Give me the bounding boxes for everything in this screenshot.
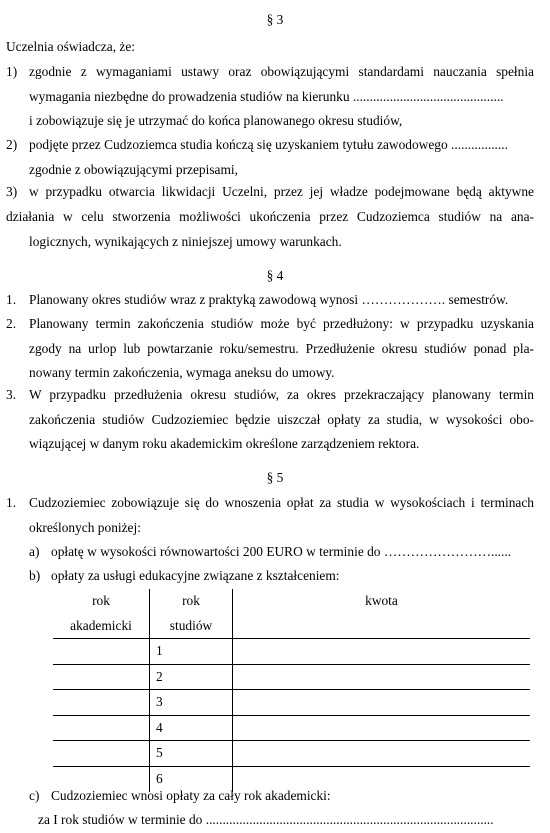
cell-amount xyxy=(233,715,531,741)
item-number: 1) xyxy=(6,64,18,79)
header-amount: kwota xyxy=(233,589,531,639)
cell-amount xyxy=(233,690,531,716)
cell-academic-year xyxy=(53,664,150,690)
fees-table xyxy=(53,589,530,792)
cell-academic-year xyxy=(53,715,150,741)
item-number: 1. xyxy=(6,292,17,307)
item-text-continued: działania w celu stworzenia możliwości ukończenia przez Cudzoziemca studiów na ana- logicznych, wynikających z niniejszej umowy warunkach. xyxy=(6,209,534,249)
document-page: § 3 Uczelnia oświadcza, że: 1) zgodnie z wymaganiami ustawy oraz obowiązującymi standardami nauczania spełnia wymagania niezbędne do prowadzenia studiów na kierunku ............................................. i zobowiązuje się je utrzymać do końca planowanego okresu studiów, 2) podjęte przez Cudzoziemca studia kończą się uzyskaniem tytułu zawodowego ................. zgodnie z obowiązującymi przepisami, 3) w przypadku otwarcia likwidacji Uczelni, przez jej władze podejmowane będą aktywne działania w celu stworzenia możliwości ukończenia przez Cudzoziemca studiów na ana- logicznych, wynikających z niniejszej umowy warunkach. § 4 1. Planowany okres studiów wraz z praktyką zawodową wynosi ………………. semestrów. 2. Planowany termin zakończenia studiów może być przedłużony: w przypadku uzyskania zgody na urlop lub powtarzanie roku/semestru. Przedłużenie okresu studiów ponad pla- nowany termin zakończenia, wymaga aneksu do umowy. 3. W przypadku przedłużenia okresu studiów, za okres przekraczający planowany termin zakończenia studiów Cudzoziemiec będzie uiszczał opłaty za studia, w wysokości obo- wiązującej w danym roku akademickim określone zarządzeniem rektora. § 5 1. Cudzoziemiec zobowiązuje się do wnoszenia opłat za studia w wysokościach i terminach określonych poniżej: a) opłatę w wysokości równowartości 200 EURO w terminie do ……………………...... b) opłaty za usługi edukacyjne związane z kształceniem: rok akademicki rok studiów kwota 1 2 3 4 5 6 c) Cudzoziemiec wnosi opłaty za cały rok akademicki: za I rok studiów w terminie do ...................................................................................... xyxy=(0,0,550,832)
item-number: 1. xyxy=(6,495,17,510)
section-4-heading: § 4 xyxy=(266,268,284,283)
item-text: podjęte przez Cudzoziemca studia kończą się uzyskaniem tytułu zawodowego ................. zgodnie z obowiązującymi przepisami, xyxy=(29,137,508,177)
cell-amount xyxy=(233,664,531,690)
cell-study-year: 4 xyxy=(150,715,233,741)
cell-study-year: 5 xyxy=(150,741,233,767)
cell-academic-year xyxy=(53,690,150,716)
item-text: W przypadku przedłużenia okresu studiów, za okres przekraczający planowany termin zakończenia studiów Cudzoziemiec będzie uiszczał opłaty za studia, w wysokości obo- wiązującej w danym roku akademickim określone zarządzeniem rektora. xyxy=(29,387,534,451)
cell-amount xyxy=(233,741,531,767)
table-row xyxy=(53,639,530,665)
header-academic-year: rok akademicki xyxy=(53,589,150,639)
cell-study-year: 2 xyxy=(150,664,233,690)
section-5-heading: § 5 xyxy=(266,470,284,485)
item-text: Cudzoziemiec zobowiązuje się do wnoszenia opłat za studia w wysokościach i terminach określonych poniżej: xyxy=(29,495,534,535)
fees-table-header xyxy=(53,589,530,639)
cell-academic-year xyxy=(53,741,150,767)
item-text: zgodnie z wymaganiami ustawy oraz obowiązującymi standardami nauczania spełnia wymagania niezbędne do prowadzenia studiów na kierunku ............................................. i zobowiązuje się je utrzymać do końca planowanego okresu studiów, xyxy=(29,64,534,128)
sub-item-c-deadline: za I rok studiów w terminie do ...................................................................................... xyxy=(38,812,494,827)
cell-study-year: 3 xyxy=(150,690,233,716)
table-row xyxy=(53,741,530,767)
cell-study-year: 1 xyxy=(150,639,233,665)
item-text: Planowany okres studiów wraz z praktyką zawodową wynosi ………………. semestrów. xyxy=(29,292,509,307)
item-text: w przypadku otwarcia likwidacji Uczelni, przez jej władze podejmowane będą aktywne xyxy=(29,184,534,199)
item-number: 2) xyxy=(6,137,18,152)
section-3-heading: § 3 xyxy=(266,12,284,27)
section-3-intro: Uczelnia oświadcza, że: xyxy=(6,39,135,54)
table-row xyxy=(53,690,530,716)
table-row xyxy=(53,715,530,741)
table-row xyxy=(53,664,530,690)
item-number: 2. xyxy=(6,316,17,331)
cell-amount xyxy=(233,639,531,665)
cell-academic-year xyxy=(53,639,150,665)
item-text: Planowany termin zakończenia studiów może być przedłużony: w przypadku uzyskania zgody na urlop lub powtarzanie roku/semestru. Przedłużenie okresu studiów ponad pla- nowany termin zakończenia, wymaga aneksu do umowy. xyxy=(29,316,534,380)
item-number: 3) xyxy=(6,184,18,199)
cell-study-year: 6 xyxy=(150,766,233,791)
item-number: 3. xyxy=(6,387,17,402)
header-study-year: rok studiów xyxy=(150,589,233,639)
